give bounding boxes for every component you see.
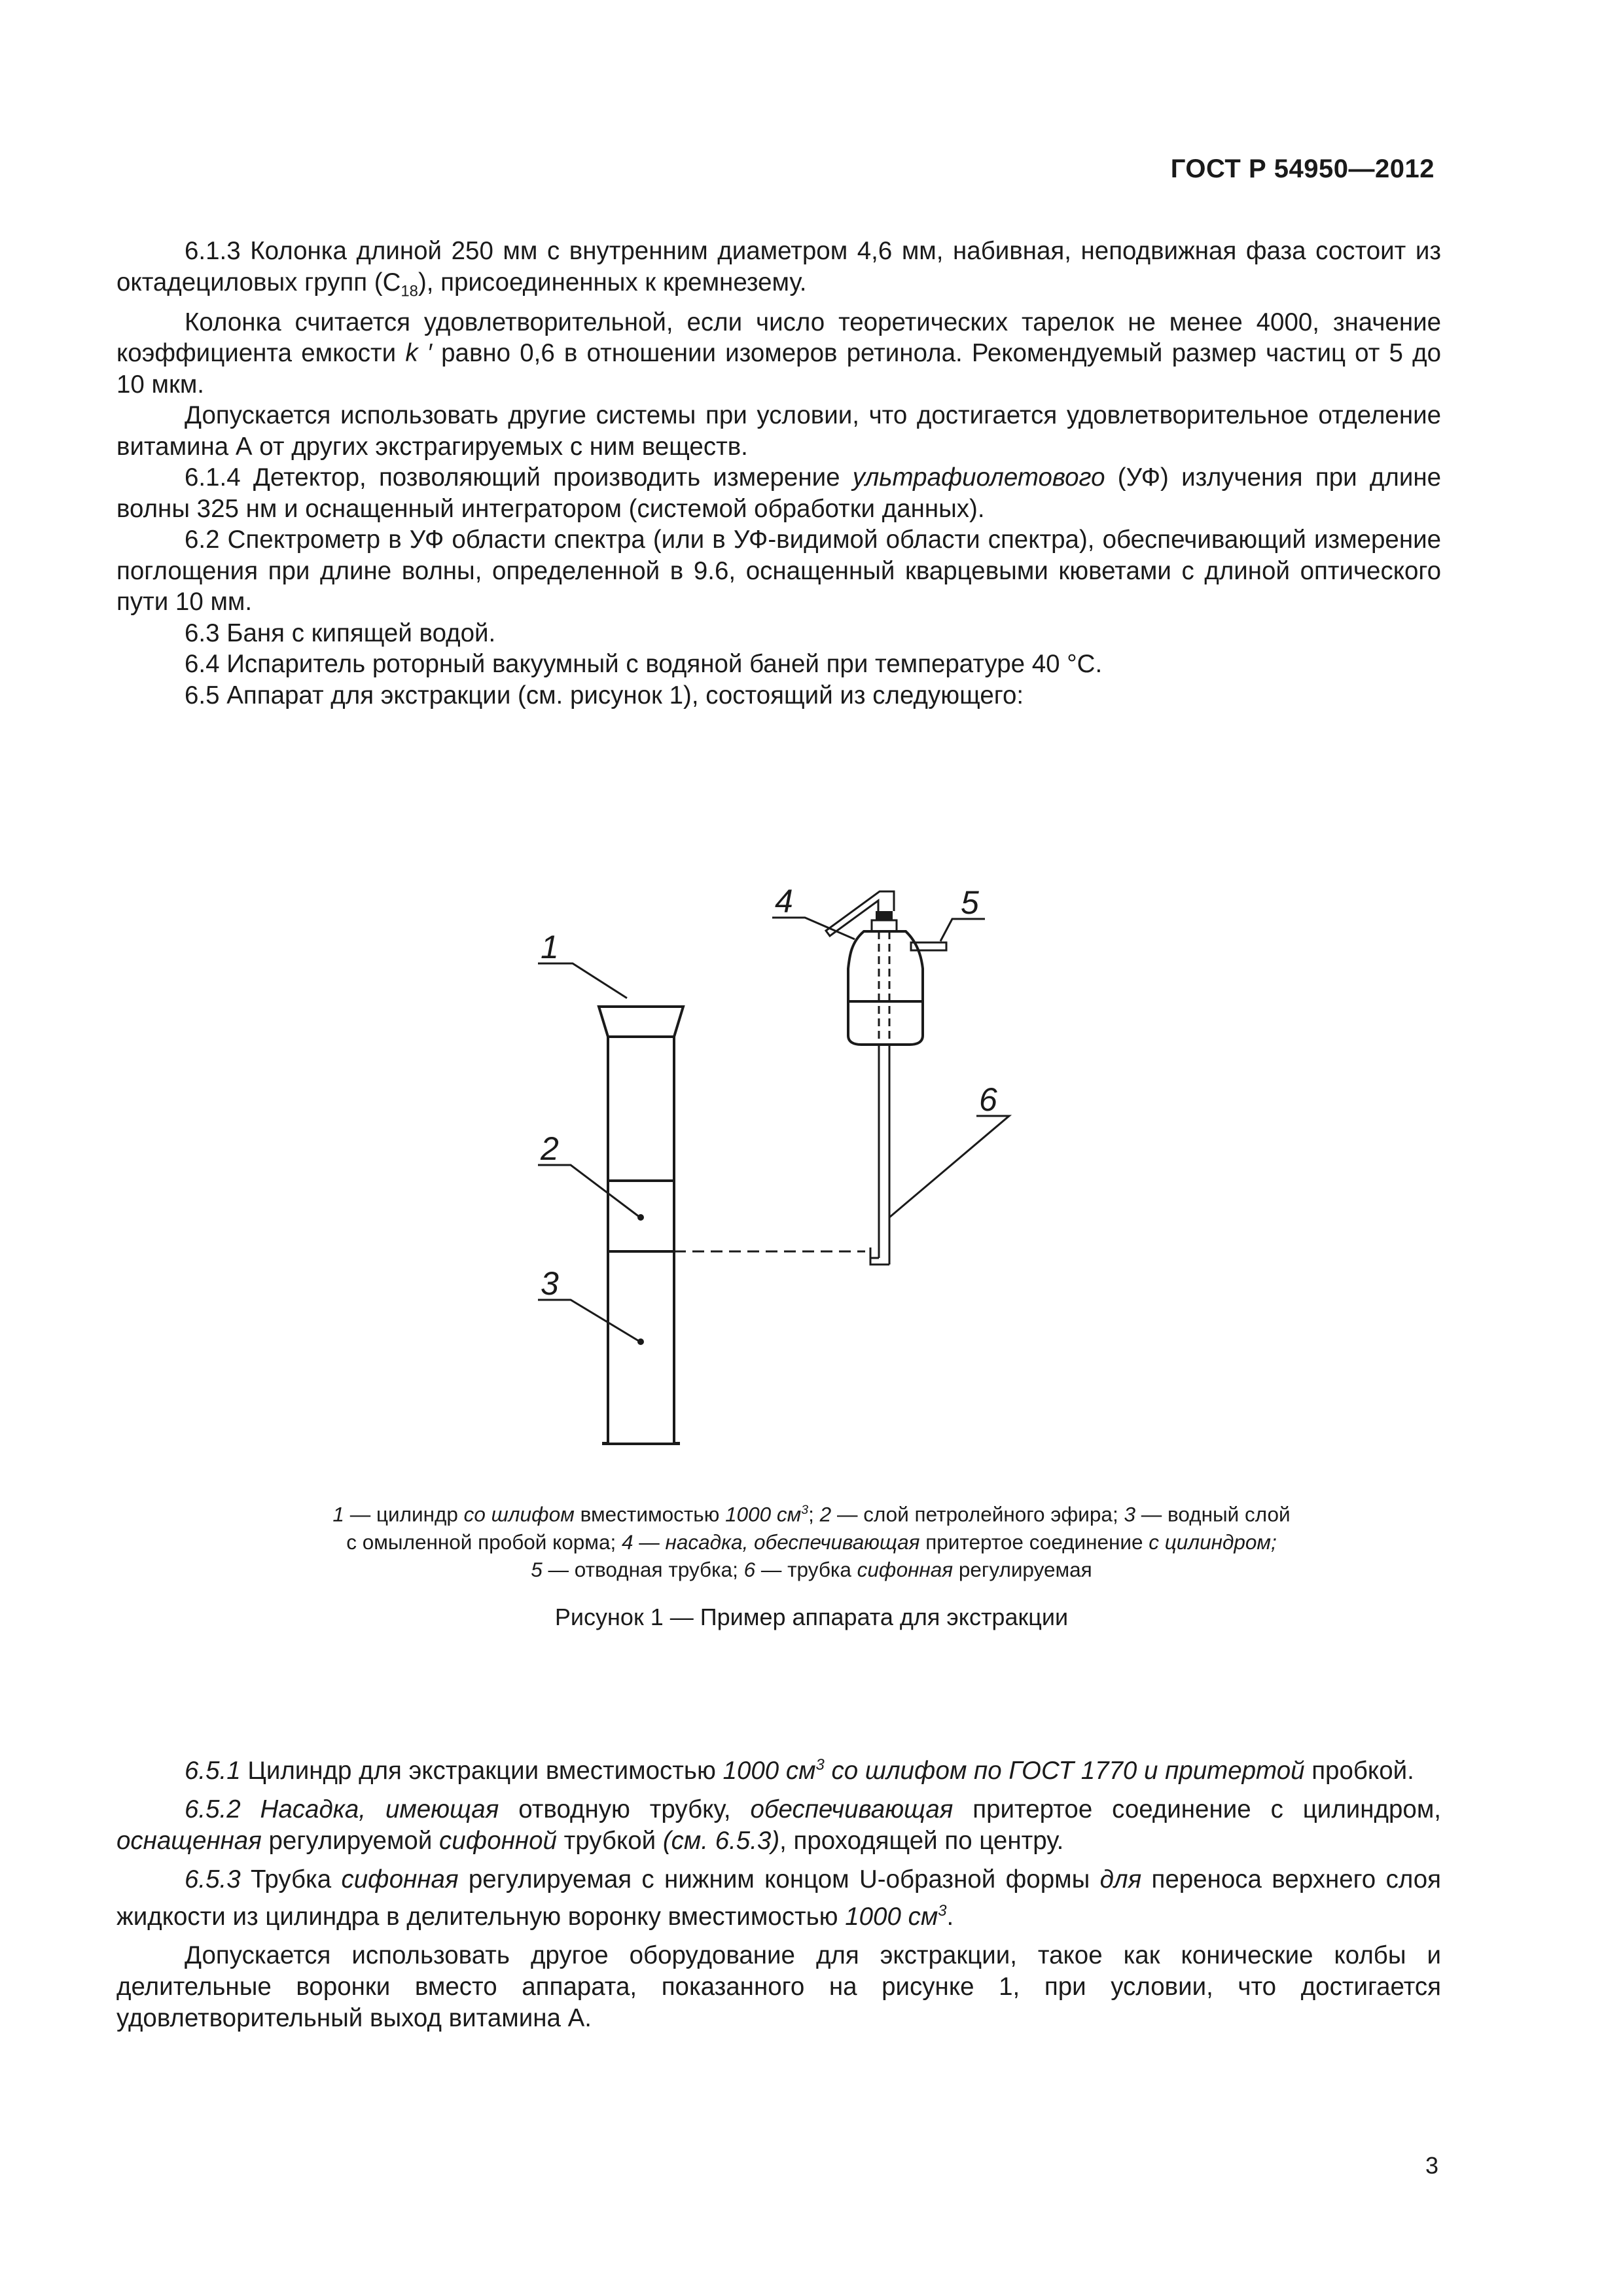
paragraph-p-column-ok: Колонка считается удовлетворительной, если число теоретических тарелок не менее 4000, значение коэффициента емкости k ′ равно 0,6 в отношении изомеров ретинола. Рекомендуемый размер частиц от 5 до 10 мкм.: [116, 308, 1441, 399]
leader-5: [940, 919, 985, 941]
figure-key-line: 5 — отводная трубка; 6 — трубка сифонная регулируемая: [531, 1557, 1092, 1581]
leader-2: [538, 1165, 640, 1217]
label-6: 6: [979, 1081, 997, 1118]
paragraph-p65: 6.5 Аппарат для экстракции (см. рисунок 1), состоящий из следующего:: [185, 681, 1024, 709]
label-2: 2: [541, 1130, 559, 1167]
paragraph-p63: 6.3 Баня с кипящей водой.: [185, 619, 496, 647]
label-3: 3: [541, 1265, 559, 1302]
leader-6: [889, 1116, 1009, 1217]
paragraph-p614: 6.1.4 Детектор, позволяющий производить измерение ультрафиолетового (УФ) излучения при длине волны 325 нм и оснащенный интегратором (системой обработки данных).: [116, 463, 1441, 523]
paragraph-p653: 6.5.3 Трубка сифонная регулируемая с нижним концом U-образной формы для переноса верхнего слоя жидкости из цилиндра в делительную воронку вместимостью 1000 $см^3$.: [116, 1865, 1441, 1931]
layer-3-dot: [637, 1338, 644, 1345]
body-text-top: [116, 236, 1441, 711]
extraction-apparatus-diagram: [0, 720, 1623, 1505]
label-5: 5: [961, 884, 979, 921]
paragraph-p-allowed-1: Допускается использовать другие системы при условии, что достигается удовлетворительное отделение витамина А от других экстрагируемых с ним веществ.: [116, 401, 1441, 461]
figure-key: [0, 1496, 1623, 1583]
neck-collar: [872, 920, 897, 931]
leader-3: [538, 1300, 640, 1342]
neck-joint: [876, 911, 893, 920]
figure-title: Рисунок 1 — Пример аппарата для экстракции: [554, 1604, 1069, 1630]
paragraph-p64: 6.4 Испаритель роторный вакуумный с водяной баней при температуре 40 °С.: [185, 650, 1103, 679]
page-number: 3: [1425, 2152, 1438, 2179]
paragraph-p-allowed-2: Допускается использовать другое оборудование для экстракции, такое как конические колбы и делительные воронки вместо аппарата, показанного на рисунке 1, при условии, что достигается удовлетворительный выход витамина А.: [116, 1941, 1441, 2032]
cylinder-funnel-top: [599, 1007, 683, 1037]
paragraph-p62: 6.2 Спектрометр в УФ области спектра (или в УФ-видимой области спектра), обеспечивающий измерение поглощения при длине волны, определенной в 9.6, оснащенный кварцевыми кюветами с длиной оптического пути 10 мм.: [116, 526, 1441, 617]
leader-1: [538, 963, 627, 998]
figure-key-line: 1 — цилиндр со шлифом вместимостью 1000 $см^3$; 2 — слой петролейного эфира; 3 — водный слой: [332, 1502, 1291, 1526]
label-1: 1: [541, 929, 559, 965]
body-text-bottom: [116, 1749, 1441, 2041]
label-4: 4: [775, 883, 793, 920]
paragraph-p652: 6.5.2 Насадка, имеющая отводную трубку, обеспечивающая притертое соединение с цилиндром, оснащенная регулируемой сифонной трубкой (см. 6.5.3), проходящей по центру.: [116, 1795, 1442, 1855]
paragraph-p651: 6.5.1 Цилиндр для экстракции вместимостью 1000 $см^3$ со шлифом по ГОСТ 1770 и притертой пробкой.: [185, 1756, 1414, 1785]
leader-4: [772, 918, 855, 939]
document-id-header: ГОСТ Р 54950—2012: [1170, 154, 1435, 183]
layer-2-dot: [637, 1214, 644, 1221]
paragraph-p613: 6.1.3 Колонка длиной 250 мм с внутренним диаметром 4,6 мм, набивная, неподвижная фаза состоит из октадециловых групп $(С_{18})$, присоединенных к кремнезему.: [116, 237, 1441, 300]
figure-key-line: с омыленной пробой корма; 4 — насадка, обеспечивающая притертое соединение с цилиндром;: [346, 1530, 1277, 1554]
